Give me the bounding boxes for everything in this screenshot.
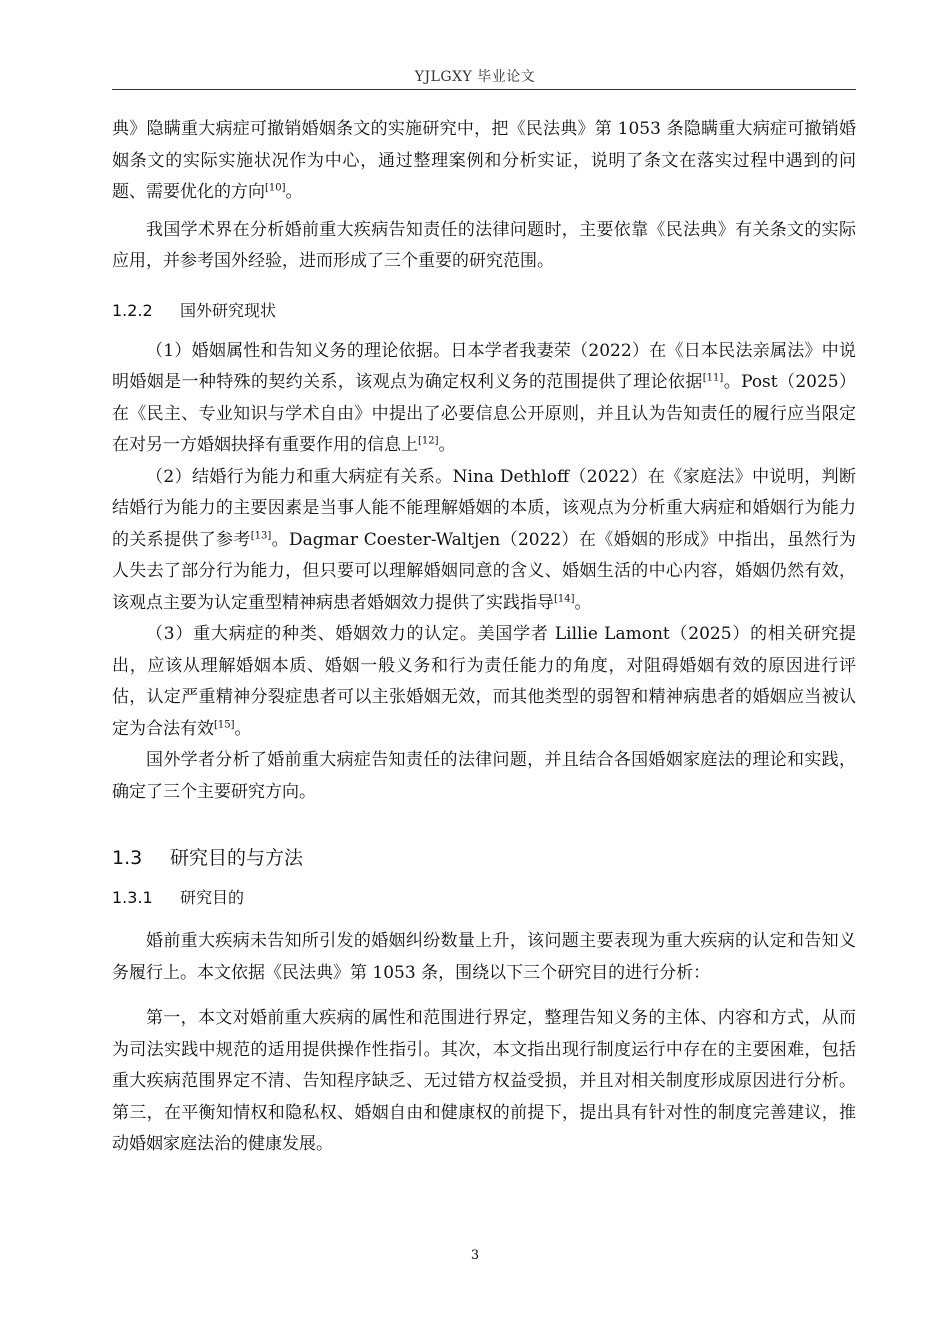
paragraph-text: （1）婚姻属性和告知义务的理论依据。日本学者我妻荣（2022）在《日本民法亲属法》中说明婚姻是一种特殊的契约关系，该观点为确定权利义务的范围提供了理论依据 (112, 340, 856, 392)
section-number: 1.3 (112, 847, 143, 869)
section-number: 1.3.1 (112, 888, 153, 907)
running-header: YJLGXY 毕业论文 (414, 69, 536, 85)
citation-ref: [14] (554, 592, 575, 604)
paragraph-text: 。Post（2025）在《民主、专业知识与学术自由》中提出了必要信息公开原则，并且认为告知责任的履行应当限定在对另一方婚姻抉择有重要作用的信息上 (112, 372, 856, 455)
section-heading (112, 299, 856, 323)
citation-ref: [11] (702, 372, 724, 384)
citation-ref: [15] (214, 718, 235, 730)
paragraph: 我国学术界在分析婚前重大疾病告知责任的法律问题时，主要依靠《民法典》有关条文的实际应用，并参考国外经验，进而形成了三个重要的研究范围。 (112, 219, 856, 271)
section-title: 研究目的与方法 (170, 847, 304, 869)
paragraph-text: 。Dagmar Coester-Waltjen（2022）在《婚姻的形成》中指出，虽然行为人失去了部分行为能力，但只要可以理解婚姻同意的含义、婚姻生活的中心内容，婚姻仍然有效，该观点主要为认定重型精神病患者婚姻效力提供了实践指导 (112, 529, 856, 613)
subsection-heading (112, 886, 856, 910)
section-heading (112, 844, 856, 872)
paragraph (112, 114, 856, 209)
body-content (112, 114, 856, 1161)
paragraph: 第一，本文对婚前重大疾病的属性和范围进行界定，整理告知义务的主体、内容和方式，从而为司法实践中规范的适用提供操作性指引。其次，本文指出现行制度运行中存在的主要困难，包括重大疾病范围界定不清、告知程序缺乏、无过错方权益受损，并且对相关制度形成原因进行分析。第三，在平衡知情权和隐私权、婚姻自由和健康权的前提下，提出具有针对性的制度完善建议，推动婚姻家庭法治的健康发展。 (112, 1008, 856, 1154)
page-number: 3 (470, 1248, 480, 1263)
citation-ref: [13] (250, 529, 272, 541)
paragraph-text: 。 (234, 718, 252, 739)
citation-ref: [12] (418, 435, 439, 447)
paragraph-text: （2）结婚行为能力和重大病症有关系。Nina Dethloff（2022）在《家庭法》中说明，判断结婚行为能力的主要因素是当事人能不能理解婚姻的本质，该观点为分析重大病症和婚姻行为能力的关系提供了参考 (112, 466, 856, 550)
paragraph-text: 。 (574, 592, 592, 613)
paragraph (112, 336, 856, 462)
section-title: 国外研究现状 (180, 300, 277, 320)
paragraph (112, 462, 856, 620)
header-rule (112, 89, 856, 90)
paragraph-text: 。 (438, 435, 456, 455)
paragraph: 国外学者分析了婚前重大病症告知责任的法律问题，并且结合各国婚姻家庭法的理论和实践，确定了三个主要研究方向。 (112, 750, 856, 802)
paragraph: 婚前重大疾病未告知所引发的婚姻纠纷数量上升，该问题主要表现为重大疾病的认定和告知义务履行上。本文依据《民法典》第 1053 条，围绕以下三个研究目的进行分析： (112, 931, 856, 983)
paragraph (112, 619, 856, 745)
paragraph-text: 典》隐瞒重大病症可撤销婚姻条文的实施研究中，把《民法典》第 1053 条隐瞒重大病症可撤销婚姻条文的实际实施状况作为中心，通过整理案例和分析实证，说明了条文在落实过程中遇到的问题、需要优化的方向 (112, 119, 856, 202)
paragraph-text: 。 (285, 182, 303, 202)
section-title: 研究目的 (180, 888, 245, 907)
citation-ref: [10] (265, 182, 286, 194)
section-number: 1.2.2 (112, 300, 153, 320)
paragraph-text: （3）重大病症的种类、婚姻效力的认定。美国学者 Lillie Lamont（2025）的相关研究提出，应该从理解婚姻本质、婚姻一般义务和行为责任能力的角度，对阻碍婚姻有效的原因进行评估，认定严重精神分裂症患者可以主张婚姻无效，而其他类型的弱智和精神病患者的婚姻应当被认定为合法有效 (112, 624, 856, 739)
